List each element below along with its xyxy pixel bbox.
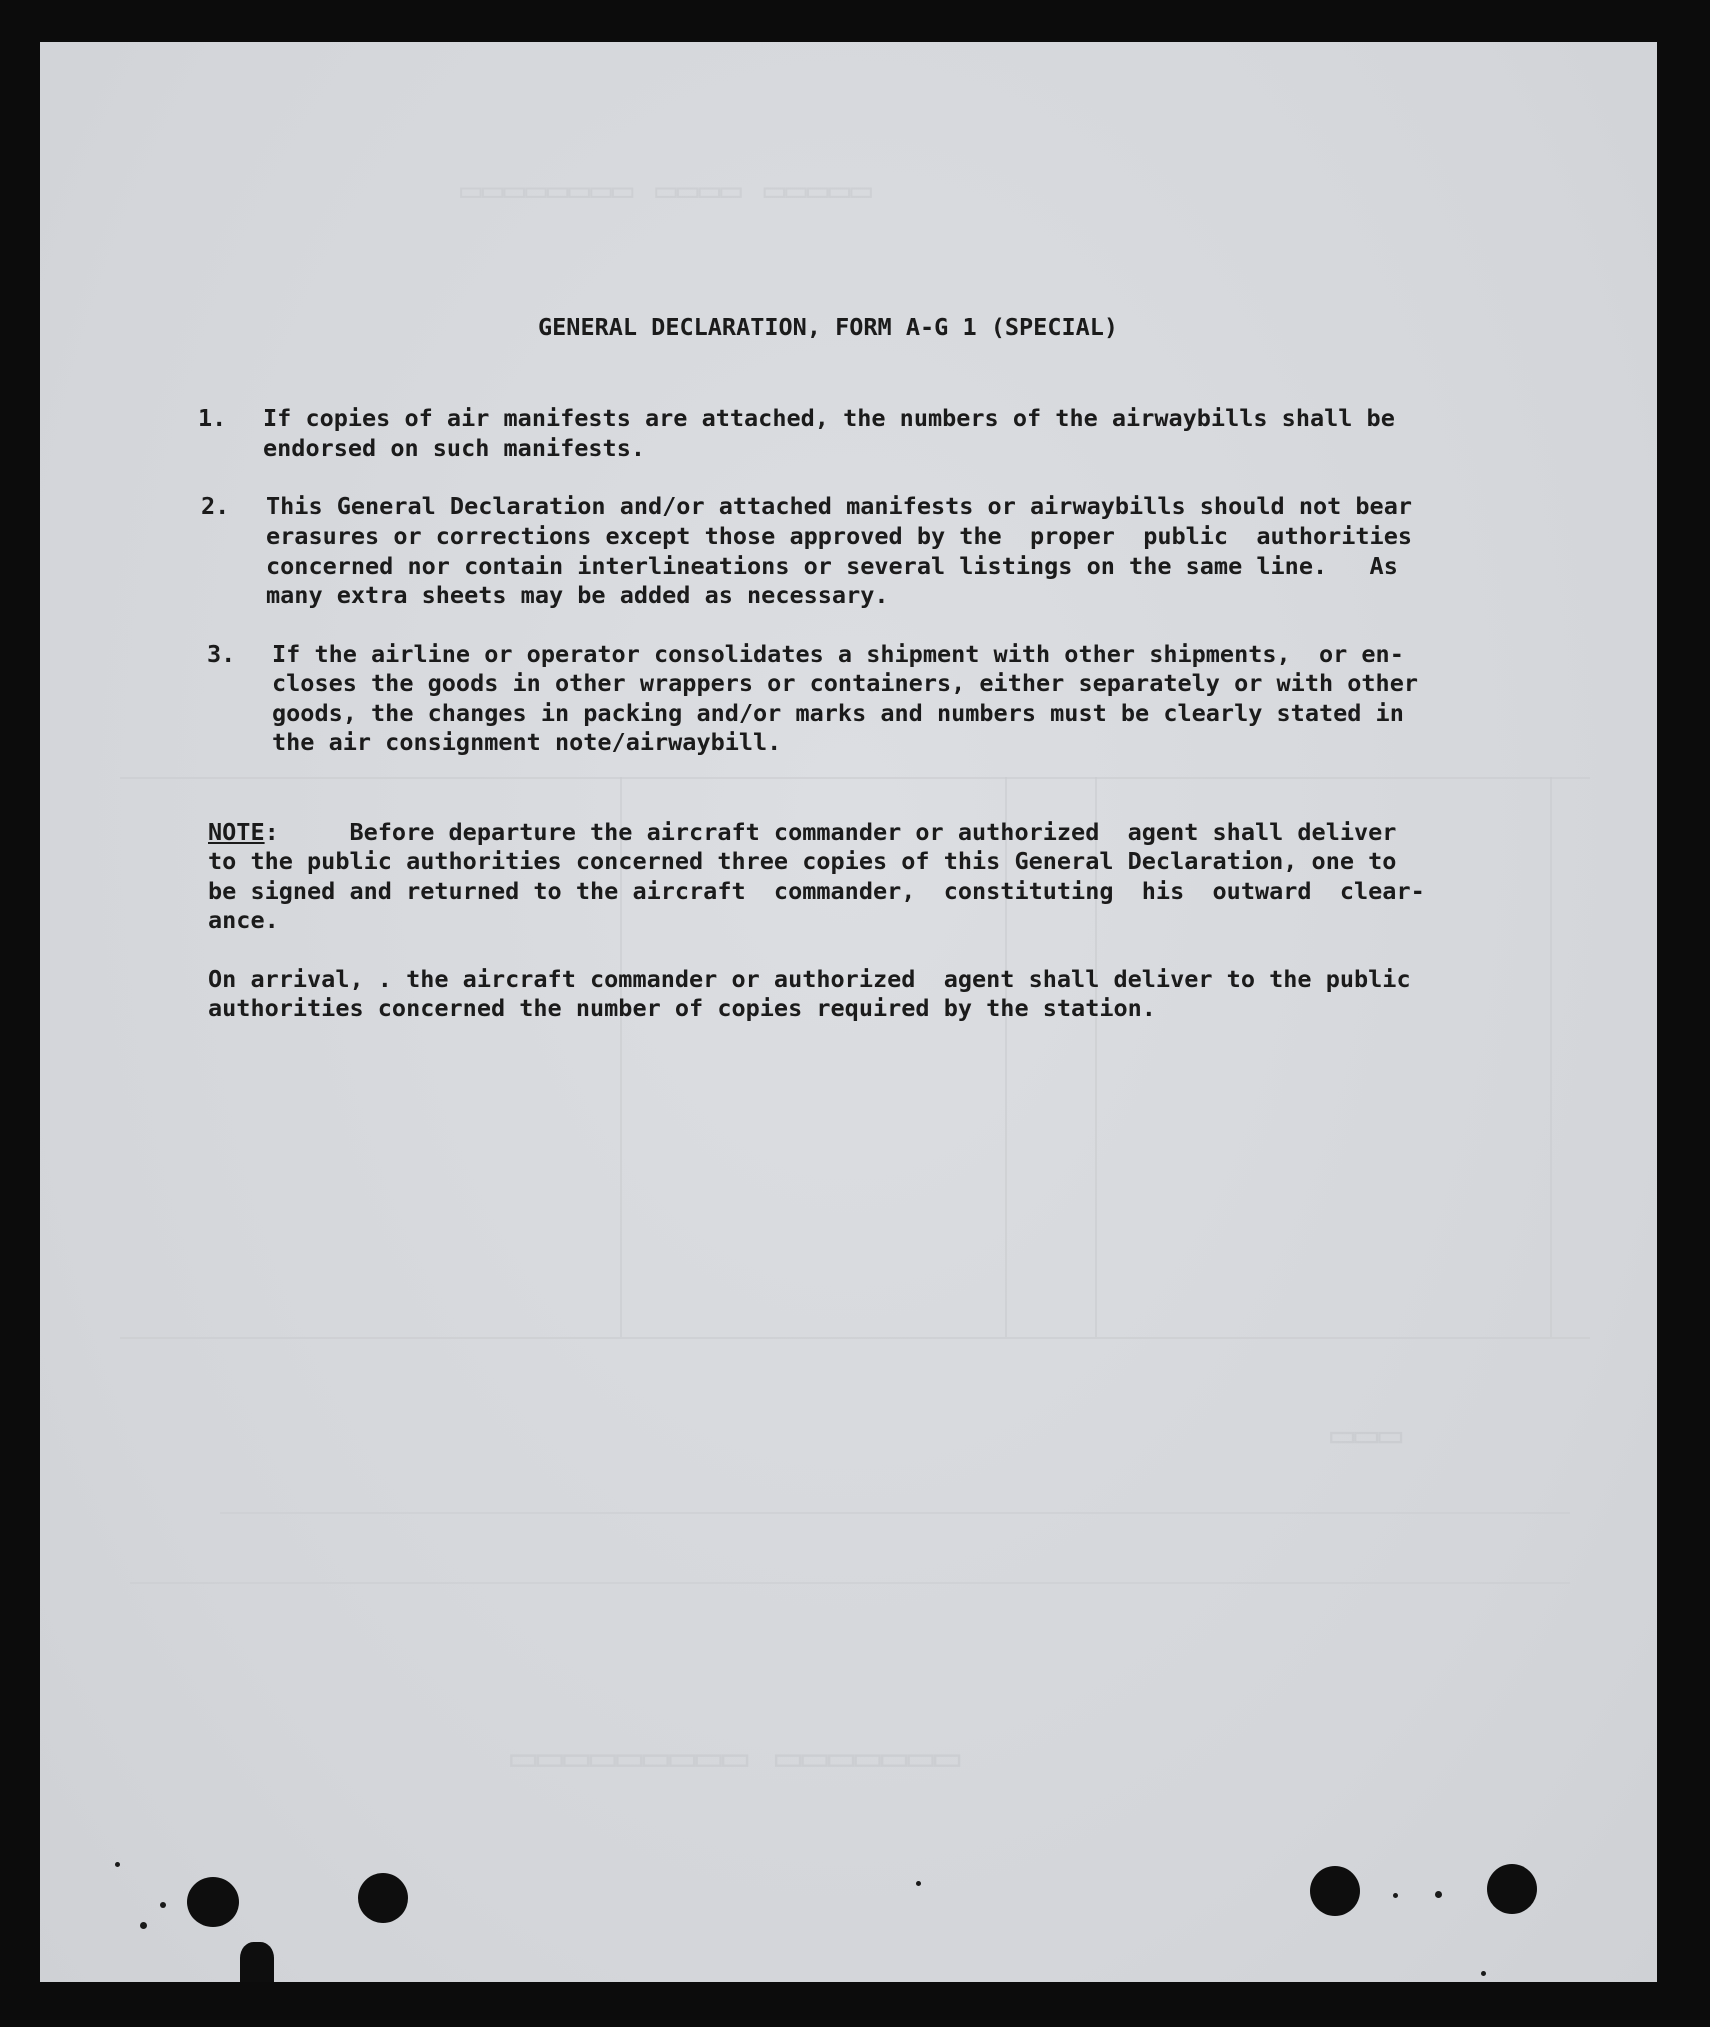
speck — [1481, 1971, 1486, 1976]
arrival-line-1: On arrival, . the aircraft commander or authorized agent shall deliver to the public — [208, 965, 1411, 993]
note-label: NOTE — [208, 818, 265, 846]
speck — [1435, 1891, 1442, 1898]
torn-edge-mark — [240, 1942, 274, 1982]
punch-hole — [1487, 1864, 1537, 1914]
bleed-through-rule — [1550, 777, 1552, 1337]
note-first-line — [208, 817, 1396, 847]
item-number: 3. — [207, 640, 236, 668]
item-3-line-3: goods, the changes in packing and/or marks and numbers must be clearly stated in — [272, 699, 1404, 727]
punch-hole — [358, 1873, 408, 1923]
item-2-line-4: many extra sheets may be added as necessary. — [266, 581, 889, 609]
speck — [140, 1922, 147, 1929]
speck — [1393, 1893, 1398, 1898]
note-line-1: : Before departure the aircraft commander or authorized agent shall deliver — [264, 818, 1397, 846]
speck — [916, 1881, 921, 1886]
item-3-line-4: the air consignment note/airwaybill. — [272, 728, 782, 756]
item-2-line-2: erasures or corrections except those approved by the proper public authorities — [266, 522, 1413, 550]
speck — [160, 1902, 166, 1908]
item-number: 2. — [201, 492, 230, 520]
form-title: GENERAL DECLARATION, FORM A-G 1 (SPECIAL) — [538, 313, 1119, 341]
bleed-through-text: ▭▭▭ — [1330, 1412, 1403, 1458]
document-page — [40, 42, 1657, 1982]
arrival-line-2: authorities concerned the number of copies required by the station. — [208, 994, 1156, 1022]
note-line-2: to the public authorities concerned three copies of this General Declaration, one to — [208, 847, 1397, 875]
item-1-line-1: If copies of air manifests are attached, the numbers of the airwaybills shall be — [263, 404, 1395, 432]
item-2-line-3: concerned nor contain interlineations or several listings on the same line. As — [266, 552, 1398, 580]
bleed-through-rule — [120, 1337, 1590, 1339]
punch-hole — [1310, 1866, 1360, 1916]
bleed-through-text: ▭▭▭▭▭▭▭ ▭▭▭▭▭▭▭▭▭ — [510, 1732, 961, 1783]
punch-hole — [187, 1877, 239, 1927]
speck — [115, 1862, 120, 1867]
item-1-line-2: endorsed on such manifests. — [263, 434, 646, 462]
note-line-4: ance. — [208, 906, 279, 934]
item-2-line-1: This General Declaration and/or attached manifests or airwaybills should not bear — [266, 492, 1413, 520]
bleed-through-rule — [220, 1512, 1570, 1514]
bleed-through-text: ▭▭▭▭▭ ▭▭▭▭ ▭▭▭▭▭▭▭▭ — [460, 170, 872, 211]
item-3-line-1: If the airline or operator consolidates a shipment with other shipments, or en- — [272, 640, 1404, 668]
bleed-through-rule — [120, 777, 1590, 779]
item-number: 1. — [198, 404, 227, 432]
note-line-3: be signed and returned to the aircraft commander, constituting his outward clear- — [208, 877, 1425, 905]
bleed-through-rule — [130, 1582, 1570, 1584]
item-3-line-2: closes the goods in other wrappers or containers, either separately or with other — [272, 669, 1419, 697]
